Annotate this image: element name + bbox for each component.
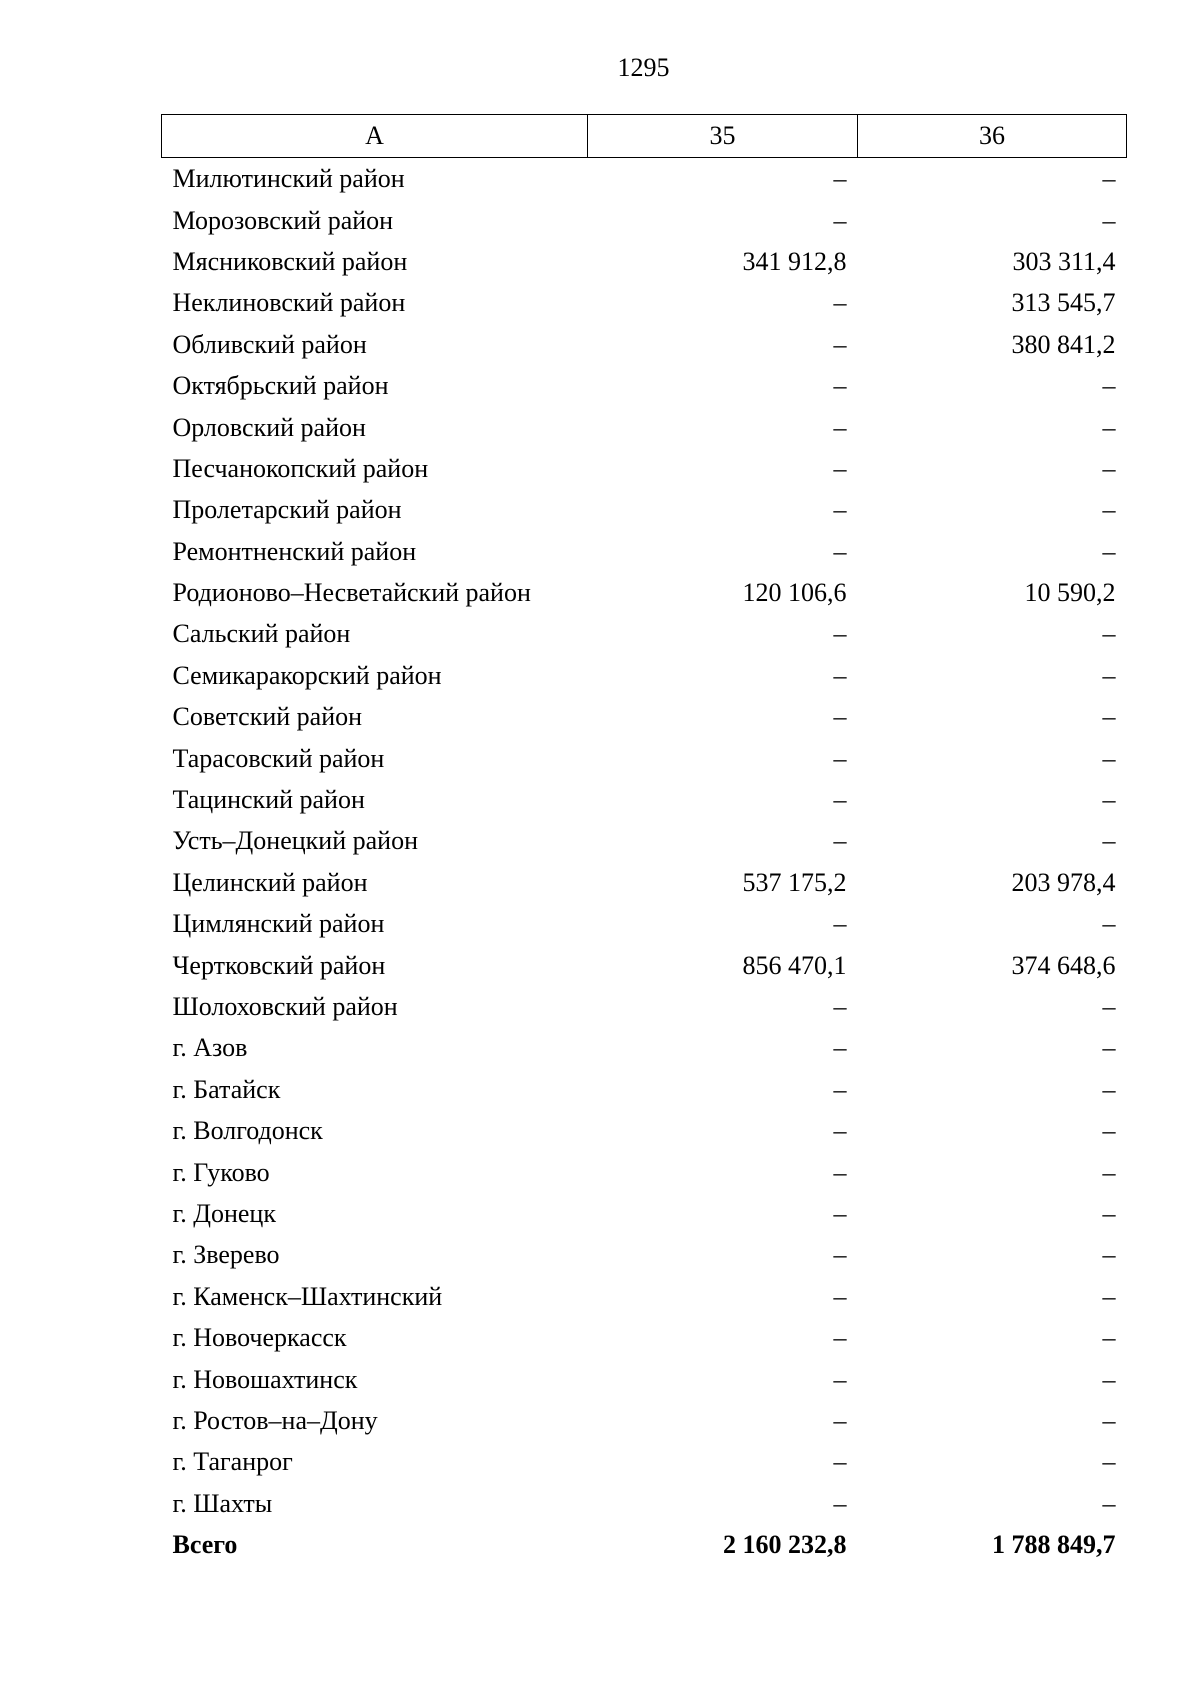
value-35: –: [833, 371, 847, 401]
value-36: –: [1102, 412, 1116, 442]
value-36: –: [1102, 1116, 1116, 1146]
value-35: –: [833, 1405, 847, 1435]
value-35: 341 912,8: [742, 246, 847, 276]
value-35: 120 106,6: [742, 578, 847, 608]
table-row: [162, 779, 1127, 820]
district-name: Тацинский район: [172, 785, 365, 815]
value-36: –: [1102, 453, 1116, 483]
column-header-a: А: [162, 115, 588, 158]
value-36: –: [1102, 371, 1116, 401]
value-35: –: [833, 412, 847, 442]
district-name: Мясниковский район: [172, 246, 408, 276]
total-label: Всего: [172, 1530, 238, 1560]
district-name: Ремонтненский район: [172, 536, 417, 566]
table-row: [162, 1069, 1127, 1110]
value-36: –: [1102, 1281, 1116, 1311]
value-36: –: [1102, 992, 1116, 1021]
value-36: –: [1102, 826, 1116, 856]
total-row: [162, 1524, 1127, 1565]
district-name: г. Каменск–Шахтинский: [172, 1281, 443, 1311]
value-36: –: [1102, 205, 1116, 235]
district-name: Тарасовский район: [172, 743, 385, 773]
table-row: [162, 489, 1127, 530]
district-name: Чертковский район: [172, 950, 386, 980]
value-36: –: [1102, 660, 1116, 690]
table-row: [162, 1441, 1127, 1482]
value-36: 203 978,4: [1011, 867, 1116, 897]
table-row: [162, 820, 1127, 861]
table-row: [162, 1483, 1127, 1524]
district-name: г. Зверево: [172, 1240, 280, 1270]
table-row: [162, 903, 1127, 944]
table-row: [162, 1317, 1127, 1358]
value-35: –: [833, 1074, 847, 1104]
value-35: –: [833, 1364, 847, 1394]
district-name: Песчанокопский район: [172, 453, 429, 483]
table-body: [162, 158, 1127, 1566]
district-name: Усть–Донецкий район: [172, 826, 418, 856]
district-name: Орловский район: [172, 412, 366, 442]
value-35: –: [833, 909, 847, 939]
value-36: –: [1102, 1488, 1116, 1518]
value-36: –: [1102, 536, 1116, 566]
table-row: [162, 696, 1127, 737]
table-row: [162, 944, 1127, 985]
value-35: –: [833, 1281, 847, 1311]
district-name: г. Азов: [172, 1033, 248, 1063]
district-name: Родионово–Несветайский район: [172, 578, 531, 608]
value-35: –: [833, 619, 847, 649]
value-35: –: [833, 1447, 847, 1477]
district-name: Обливский район: [172, 329, 367, 359]
value-35: –: [833, 702, 847, 732]
district-name: Цимлянский район: [172, 909, 385, 939]
table-row: [162, 1151, 1127, 1192]
value-36: –: [1102, 743, 1116, 773]
value-36: –: [1102, 1157, 1116, 1187]
value-36: –: [1102, 909, 1116, 939]
district-name: г. Шахты: [172, 1488, 273, 1518]
table-row: [162, 158, 1127, 200]
value-36: –: [1102, 702, 1116, 732]
district-name: г. Волгодонск: [172, 1116, 323, 1146]
district-name: г. Новочеркасск: [172, 1323, 347, 1353]
value-36: 303 311,4: [1012, 246, 1116, 276]
value-35: –: [833, 329, 847, 359]
district-name: г. Донецк: [172, 1198, 276, 1228]
value-35: 537 175,2: [742, 867, 847, 897]
value-35: –: [833, 1323, 847, 1353]
value-35: –: [833, 1116, 847, 1146]
value-35: –: [833, 205, 847, 235]
value-36: –: [1102, 619, 1116, 649]
table-row: [162, 1358, 1127, 1399]
table-header: [162, 115, 1127, 158]
value-35: –: [833, 1157, 847, 1187]
table-row: [162, 862, 1127, 903]
table-row: [162, 448, 1127, 489]
value-36: 313 545,7: [1011, 288, 1116, 318]
district-name: Советский район: [172, 702, 363, 732]
table-row: [162, 1276, 1127, 1317]
value-36: 374 648,6: [1011, 950, 1116, 980]
district-name: г. Гуково: [172, 1157, 270, 1187]
district-name: Сальский район: [172, 619, 351, 649]
district-name: Неклиновский район: [172, 288, 406, 318]
total-value-35: 2 160 232,8: [723, 1530, 847, 1560]
value-35: –: [833, 1198, 847, 1228]
value-36: –: [1102, 1364, 1116, 1394]
value-35: –: [833, 826, 847, 856]
district-name: Пролетарский район: [172, 495, 402, 525]
value-35: –: [833, 1488, 847, 1518]
value-36: –: [1102, 1240, 1116, 1270]
district-name: г. Ростов–на–Дону: [172, 1405, 378, 1435]
table-row: [162, 324, 1127, 365]
table-row: [162, 406, 1127, 447]
district-name: Семикаракорский район: [172, 660, 442, 690]
table-row: [162, 199, 1127, 240]
value-36: –: [1102, 164, 1116, 194]
value-35: –: [833, 536, 847, 566]
value-36: –: [1102, 785, 1116, 815]
district-name: г. Батайск: [172, 1074, 281, 1104]
table-row: [162, 1234, 1127, 1275]
table-row: [162, 282, 1127, 323]
value-36: –: [1102, 1198, 1116, 1228]
district-name: г. Новошахтинск: [172, 1364, 358, 1394]
value-35: –: [833, 453, 847, 483]
total-value-36: 1 788 849,7: [992, 1530, 1116, 1560]
value-35: –: [833, 785, 847, 815]
value-35: 856 470,1: [742, 950, 847, 980]
value-35: –: [833, 1033, 847, 1063]
value-36: 10 590,2: [1024, 578, 1116, 608]
value-36: –: [1102, 1074, 1116, 1104]
district-name: Морозовский район: [172, 205, 394, 235]
district-name: г. Таганрог: [172, 1447, 293, 1477]
table-row: [162, 241, 1127, 282]
column-header-36: 36: [858, 115, 1127, 158]
data-table: [161, 114, 1127, 1565]
column-header-35: 35: [588, 115, 858, 158]
value-36: –: [1102, 1033, 1116, 1063]
value-36: –: [1102, 1405, 1116, 1435]
table-row: [162, 613, 1127, 654]
table-row: [162, 365, 1127, 406]
value-36: –: [1102, 495, 1116, 525]
table-row: [162, 986, 1127, 1027]
table-row: [162, 531, 1127, 572]
value-35: –: [833, 660, 847, 690]
value-35: –: [833, 992, 847, 1021]
header-row: [162, 115, 1127, 158]
table-row: [162, 655, 1127, 696]
district-name: Октябрьский район: [172, 371, 389, 401]
value-36: –: [1102, 1447, 1116, 1477]
value-36: –: [1102, 1323, 1116, 1353]
table-row: [162, 1027, 1127, 1068]
table-row: [162, 1193, 1127, 1234]
district-name: Целинский район: [172, 867, 368, 897]
page-number: 1295: [617, 53, 670, 82]
district-name: Милютинский район: [172, 164, 405, 194]
value-36: 380 841,2: [1011, 329, 1116, 359]
table-row: [162, 1400, 1127, 1441]
district-name: Шолоховский район: [172, 992, 398, 1021]
table-row: [162, 572, 1127, 613]
table-row: [162, 737, 1127, 778]
value-35: –: [833, 495, 847, 525]
value-35: –: [833, 743, 847, 773]
table-row: [162, 1110, 1127, 1151]
value-35: –: [833, 164, 847, 194]
value-35: –: [833, 1240, 847, 1270]
value-35: –: [833, 288, 847, 318]
